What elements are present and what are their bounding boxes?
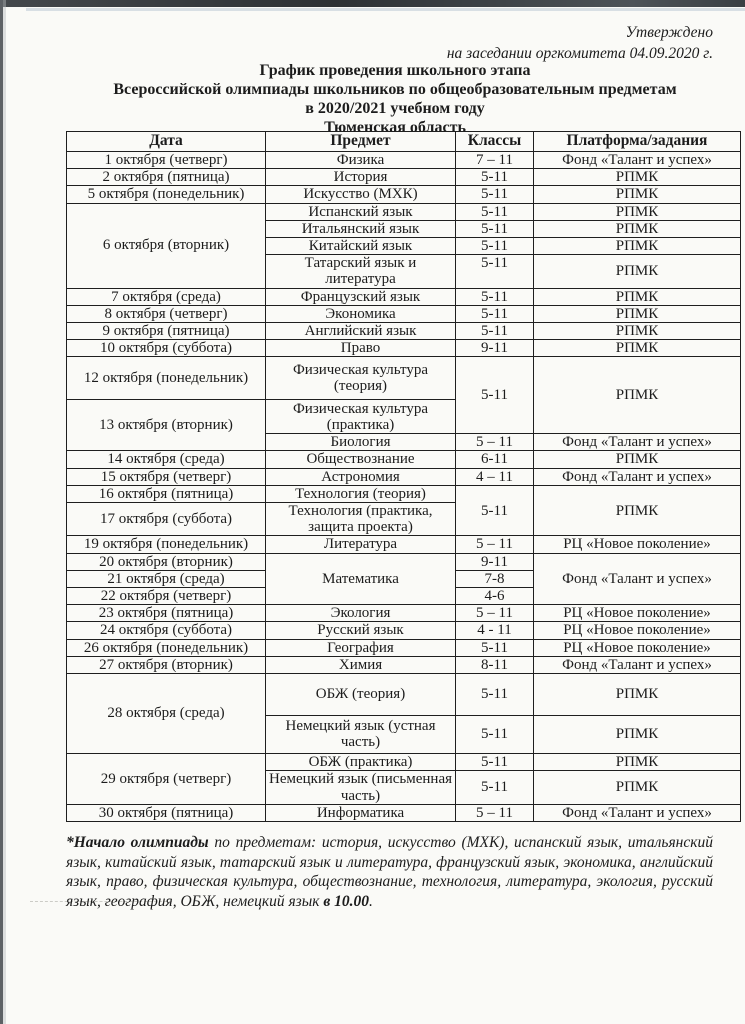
subject-cell: Химия bbox=[266, 656, 456, 673]
table-row bbox=[67, 468, 741, 485]
platform-cell: РПМК bbox=[534, 220, 741, 237]
platform-cell: РПМК bbox=[534, 451, 741, 468]
date-cell: 30 октября (пятница) bbox=[67, 805, 266, 822]
subject-cell: Немецкий язык (устная часть) bbox=[266, 715, 456, 753]
subject-cell: Татарский язык и литература bbox=[266, 255, 456, 288]
date-cell: 22 октября (четверг) bbox=[67, 587, 266, 604]
subject-cell: Физика bbox=[266, 152, 456, 169]
classes-cell: 5-11 bbox=[456, 673, 534, 715]
approval-line-1: Утверждено bbox=[625, 24, 713, 41]
table-row bbox=[67, 203, 741, 220]
date-cell: 12 октября (понедельник) bbox=[67, 357, 266, 400]
classes-cell: 5-11 bbox=[456, 771, 534, 805]
table-row bbox=[67, 169, 741, 186]
title-line-1: График проведения школьного этапа bbox=[259, 62, 531, 79]
platform-cell: РПМК bbox=[534, 322, 741, 339]
platform-cell: РЦ «Новое поколение» bbox=[534, 605, 741, 622]
date-cell: 24 октября (суббота) bbox=[67, 622, 266, 639]
platform-cell: РПМК bbox=[534, 340, 741, 357]
date-cell: 28 октября (среда) bbox=[67, 673, 266, 753]
platform-cell: Фонд «Талант и успех» bbox=[534, 152, 741, 169]
date-cell: 27 октября (вторник) bbox=[67, 656, 266, 673]
classes-cell: 5-11 bbox=[456, 203, 534, 220]
date-cell: 23 октября (пятница) bbox=[67, 605, 266, 622]
subject-cell: Французский язык bbox=[266, 288, 456, 305]
subject-cell: ОБЖ (практика) bbox=[266, 753, 456, 770]
approval-line-2: на заседании оргкомитета 04.09.2020 г. bbox=[446, 45, 713, 62]
date-cell: 2 октября (пятница) bbox=[67, 169, 266, 186]
header-classes: Классы bbox=[456, 132, 534, 152]
classes-cell: 5-11 bbox=[456, 753, 534, 770]
title-line-4: Тюменская область bbox=[324, 119, 466, 136]
header-platform: Платформа/задания bbox=[534, 132, 741, 152]
platform-cell: РЦ «Новое поколение» bbox=[534, 639, 741, 656]
platform-cell: Фонд «Талант и успех» bbox=[534, 434, 741, 451]
subject-cell: Право bbox=[266, 340, 456, 357]
scan-edge-top bbox=[0, 0, 745, 7]
classes-cell: 9-11 bbox=[456, 340, 534, 357]
table-row bbox=[67, 288, 741, 305]
classes-cell: 5-11 bbox=[456, 169, 534, 186]
classes-cell: 7-8 bbox=[456, 570, 534, 587]
classes-cell: 5-11 bbox=[456, 237, 534, 254]
subject-cell: Экономика bbox=[266, 305, 456, 322]
subject-cell: Биология bbox=[266, 434, 456, 451]
subject-cell: Технология (практика, защита проекта) bbox=[266, 503, 456, 536]
platform-cell: РПМК bbox=[534, 186, 741, 203]
platform-cell: Фонд «Талант и успех» bbox=[534, 553, 741, 605]
table-row bbox=[67, 340, 741, 357]
header-subject: Предмет bbox=[266, 132, 456, 152]
table-row bbox=[67, 673, 741, 715]
date-cell: 13 октября (вторник) bbox=[67, 400, 266, 451]
scan-edge-left-shadow bbox=[3, 0, 6, 1024]
platform-cell: РПМК bbox=[534, 203, 741, 220]
date-cell: 1 октября (четверг) bbox=[67, 152, 266, 169]
platform-cell: РПМК bbox=[534, 753, 741, 770]
classes-cell: 5-11 bbox=[456, 715, 534, 753]
classes-cell: 6-11 bbox=[456, 451, 534, 468]
platform-cell: РПМК bbox=[534, 357, 741, 434]
approval-stamp bbox=[447, 22, 713, 64]
date-cell: 7 октября (среда) bbox=[67, 288, 266, 305]
classes-cell: 5-11 bbox=[456, 357, 534, 434]
classes-cell: 7 – 11 bbox=[456, 152, 534, 169]
table-row bbox=[67, 639, 741, 656]
platform-cell: РПМК bbox=[534, 169, 741, 186]
footnote-lead: *Начало олимпиады bbox=[66, 834, 209, 851]
table-row bbox=[67, 753, 741, 770]
classes-cell: 5-11 bbox=[456, 220, 534, 237]
subject-cell: Испанский язык bbox=[266, 203, 456, 220]
classes-cell: 4-6 bbox=[456, 587, 534, 604]
date-cell: 20 октября (вторник) bbox=[67, 553, 266, 570]
date-cell: 10 октября (суббота) bbox=[67, 340, 266, 357]
table-row bbox=[67, 485, 741, 502]
classes-cell: 9-11 bbox=[456, 553, 534, 570]
platform-cell: РПМК bbox=[534, 673, 741, 715]
title-line-3: в 2020/2021 учебном году bbox=[305, 100, 485, 117]
classes-cell: 5-11 bbox=[456, 186, 534, 203]
date-cell: 19 октября (понедельник) bbox=[67, 536, 266, 553]
table-row bbox=[67, 357, 741, 400]
table-row bbox=[67, 605, 741, 622]
table-row bbox=[67, 305, 741, 322]
platform-cell: РПМК bbox=[534, 237, 741, 254]
platform-cell: РЦ «Новое поколение» bbox=[534, 622, 741, 639]
subject-cell: История bbox=[266, 169, 456, 186]
platform-cell: РПМК bbox=[534, 288, 741, 305]
subject-cell: Китайский язык bbox=[266, 237, 456, 254]
date-cell: 16 октября (пятница) bbox=[67, 485, 266, 502]
platform-cell: РПМК bbox=[534, 715, 741, 753]
classes-cell: 5-11 bbox=[456, 485, 534, 536]
subject-cell: Русский язык bbox=[266, 622, 456, 639]
classes-cell: 4 – 11 bbox=[456, 468, 534, 485]
table-row bbox=[67, 186, 741, 203]
date-cell: 9 октября (пятница) bbox=[67, 322, 266, 339]
table-row bbox=[67, 805, 741, 822]
footnote-body: по предметам: история, искусство (МХК), испанский язык, итальянский язык, китайский язык, татарский язык и литература, французский язык, экономика, английский язык, право, физическая культура, обществознание, технология, литература, экология, русский язык, география, ОБЖ, немецкий язык bbox=[66, 834, 713, 910]
footnote bbox=[66, 833, 713, 911]
subject-cell: Физическая культура (теория) bbox=[266, 357, 456, 400]
date-cell: 5 октября (понедельник) bbox=[67, 186, 266, 203]
subject-cell: Литература bbox=[266, 536, 456, 553]
classes-cell: 5 – 11 bbox=[456, 536, 534, 553]
subject-cell: Астрономия bbox=[266, 468, 456, 485]
subject-cell: Физическая культура (практика) bbox=[266, 400, 456, 434]
schedule-table bbox=[66, 131, 741, 822]
classes-cell: 5-11 bbox=[456, 639, 534, 656]
platform-cell: Фонд «Талант и успех» bbox=[534, 656, 741, 673]
platform-cell: РПМК bbox=[534, 305, 741, 322]
subject-cell: Обществознание bbox=[266, 451, 456, 468]
platform-cell: Фонд «Талант и успех» bbox=[534, 468, 741, 485]
date-cell: 8 октября (четверг) bbox=[67, 305, 266, 322]
date-cell: 6 октября (вторник) bbox=[67, 203, 266, 288]
table-row bbox=[67, 656, 741, 673]
subject-cell: Математика bbox=[266, 553, 456, 605]
page-title bbox=[45, 61, 745, 137]
subject-cell: ОБЖ (теория) bbox=[266, 673, 456, 715]
classes-cell: 5-11 bbox=[456, 255, 534, 288]
scan-edge-top-highlight bbox=[26, 8, 745, 11]
classes-cell: 4 - 11 bbox=[456, 622, 534, 639]
table-row bbox=[67, 451, 741, 468]
footnote-time: в 10.00 bbox=[323, 892, 370, 910]
classes-cell: 5 – 11 bbox=[456, 434, 534, 451]
platform-cell: Фонд «Талант и успех» bbox=[534, 805, 741, 822]
classes-cell: 5 – 11 bbox=[456, 605, 534, 622]
subject-cell: Английский язык bbox=[266, 322, 456, 339]
classes-cell: 5-11 bbox=[456, 288, 534, 305]
date-cell: 29 октября (четверг) bbox=[67, 753, 266, 804]
classes-cell: 8-11 bbox=[456, 656, 534, 673]
header-row bbox=[67, 132, 741, 152]
date-cell: 17 октября (суббота) bbox=[67, 503, 266, 536]
date-cell: 26 октября (понедельник) bbox=[67, 639, 266, 656]
table-row bbox=[67, 536, 741, 553]
header-date: Дата bbox=[67, 132, 266, 152]
subject-cell: География bbox=[266, 639, 456, 656]
date-cell: 15 октября (четверг) bbox=[67, 468, 266, 485]
classes-cell: 5-11 bbox=[456, 322, 534, 339]
subject-cell: Технология (теория) bbox=[266, 485, 456, 502]
date-cell: 14 октября (среда) bbox=[67, 451, 266, 468]
table-row bbox=[67, 152, 741, 169]
classes-cell: 5-11 bbox=[456, 305, 534, 322]
subject-cell: Искусство (МХК) bbox=[266, 186, 456, 203]
table-row bbox=[67, 322, 741, 339]
title-line-2: Всероссийской олимпиады школьников по общеобразовательным предметам bbox=[113, 81, 677, 98]
platform-cell: РПМК bbox=[534, 771, 741, 805]
platform-cell: РЦ «Новое поколение» bbox=[534, 536, 741, 553]
subject-cell: Итальянский язык bbox=[266, 220, 456, 237]
footnote-period: . bbox=[369, 892, 373, 910]
date-cell: 21 октября (среда) bbox=[67, 570, 266, 587]
platform-cell: РПМК bbox=[534, 255, 741, 288]
table-row bbox=[67, 622, 741, 639]
subject-cell: Экология bbox=[266, 605, 456, 622]
subject-cell: Немецкий язык (письменная часть) bbox=[266, 771, 456, 805]
table-row bbox=[67, 553, 741, 570]
platform-cell: РПМК bbox=[534, 485, 741, 536]
subject-cell: Информатика bbox=[266, 805, 456, 822]
classes-cell: 5 – 11 bbox=[456, 805, 534, 822]
